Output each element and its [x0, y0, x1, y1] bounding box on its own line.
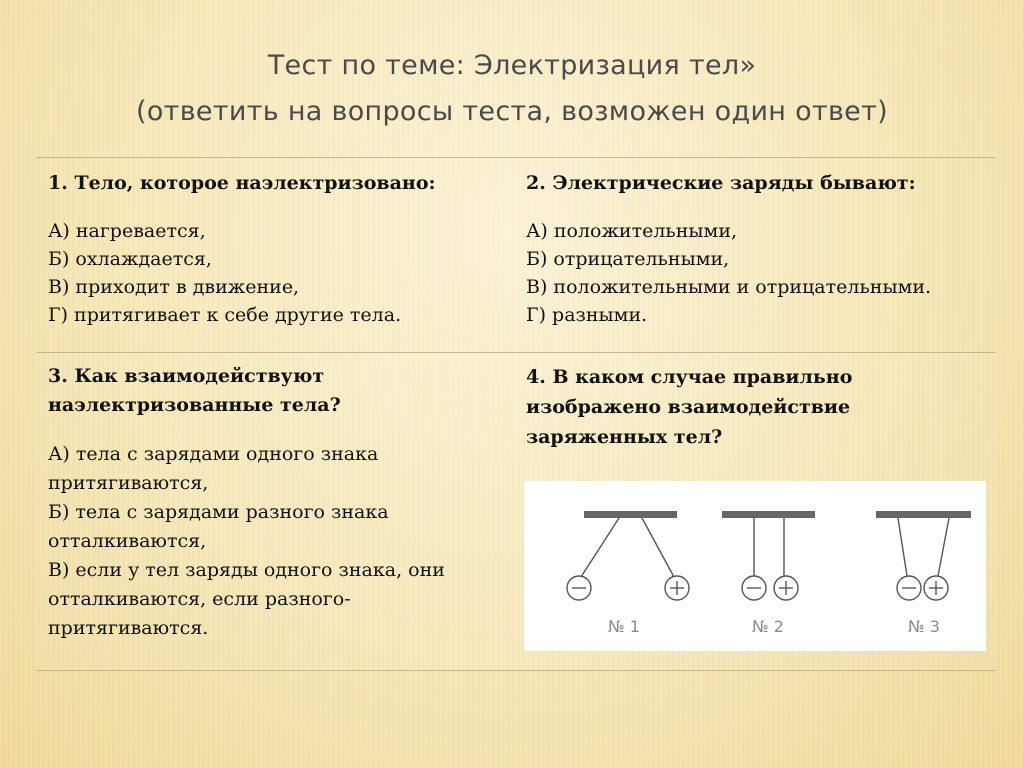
- question-1-text: 1. Тело, которое наэлектризовано:: [48, 172, 436, 194]
- thread-3b: [938, 518, 949, 576]
- table-row-divider: [36, 352, 996, 353]
- answer-3-line: притягиваются,: [48, 472, 209, 494]
- figure-label-1: № 1: [608, 617, 640, 636]
- question-3-text-line-1: 3. Как взаимодействуют: [48, 365, 325, 387]
- question-4-text-line-2: изображено взаимодействие: [526, 396, 851, 418]
- question-1-cell: [48, 169, 508, 329]
- answer-1b: Б) охлаждается,: [48, 248, 212, 270]
- question-3-text-line-2: наэлектризованные тела?: [48, 394, 341, 416]
- title-line-1: Тест по теме: Электризация тел»: [267, 50, 757, 81]
- suspension-bar-2: [722, 511, 815, 518]
- title-line-2: (ответить на вопросы теста, возможен один ответ): [136, 96, 888, 127]
- question-4-cell: [526, 362, 996, 452]
- question-4-text-line-3: заряженных тел?: [526, 426, 723, 448]
- answer-1c: В) приходит в движение,: [48, 276, 300, 298]
- answer-1a: А) нагревается,: [48, 220, 206, 242]
- thread-1a: [581, 518, 619, 577]
- thread-1b: [642, 518, 674, 577]
- answer-2c: В) положительными и отрицательными.: [526, 276, 932, 298]
- answer-2b: Б) отрицательными,: [526, 248, 730, 270]
- answer-3-line: отталкиваются,: [48, 530, 207, 552]
- answer-3-line: отталкиваются, если разного-: [48, 588, 351, 610]
- suspension-bar-3: [876, 511, 971, 518]
- answer-3-line: Б) тела с зарядами разного знака: [48, 501, 389, 523]
- question-4-text-line-1: 4. В каком случае правильно: [526, 366, 853, 388]
- pendulum-figure: [524, 481, 986, 651]
- test-table: [36, 157, 1024, 671]
- answer-3-line: притягиваются.: [48, 617, 209, 639]
- suspension-bar-1: [584, 511, 677, 518]
- figure-label-3: № 3: [908, 617, 940, 636]
- table-top-border: [36, 157, 996, 158]
- answer-3-line: В) если у тел заряды одного знака, они: [48, 559, 445, 581]
- table-bottom-border: [36, 670, 996, 671]
- question-3-cell: [48, 362, 508, 643]
- answer-2d: Г) разными.: [526, 304, 648, 326]
- question-2-cell: [526, 169, 996, 329]
- answer-3-line: А) тела с зарядами одного знака: [48, 443, 379, 465]
- question-2-text: 2. Электрические заряды бывают:: [526, 172, 916, 194]
- figure-label-2: № 2: [752, 617, 784, 636]
- answer-2a: А) положительными,: [526, 220, 738, 242]
- answer-1d: Г) притягивает к себе другие тела.: [48, 304, 402, 326]
- thread-3a: [898, 518, 907, 576]
